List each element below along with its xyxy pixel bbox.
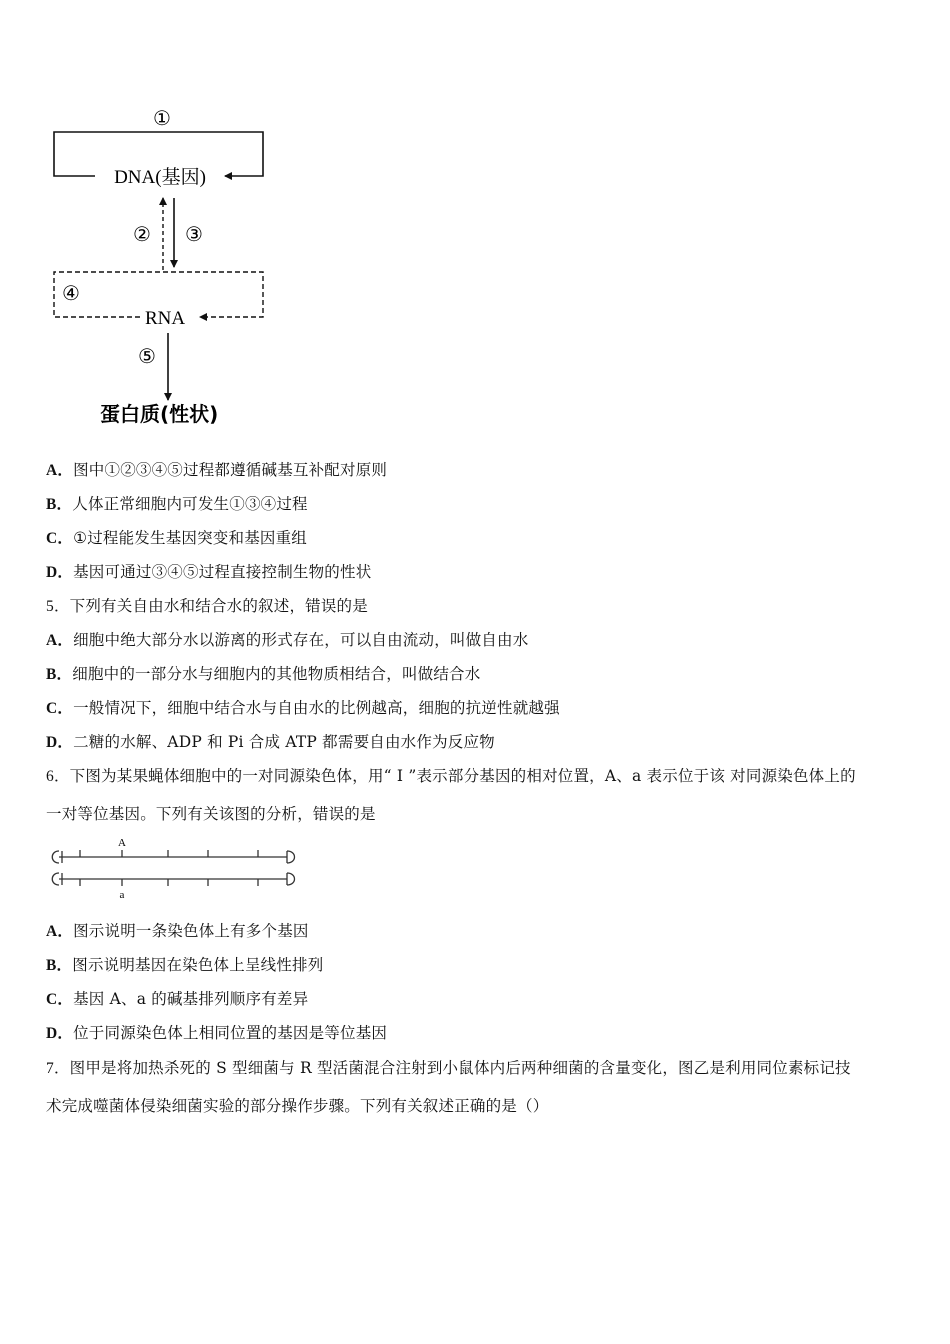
q6-stem-line1: 6．下图为某果蝇体细胞中的一对同源染色体，用“ I ”表示部分基因的相对位置，A、a 表示位于该 对同源染色体上的 (46, 767, 856, 785)
chromosome-figure (45, 835, 305, 903)
dna-label: DNA(基因) (114, 167, 206, 188)
q6-option-a: A．图示说明一条染色体上有多个基因 (46, 922, 309, 940)
lower-chromosome (52, 873, 294, 886)
rna-label: RNA (144, 308, 186, 329)
protein-label: 蛋白质(性状) (100, 402, 219, 426)
q5-option-d: D．二糖的水解、ADP 和 Pi 合成 ATP 都需要自由水作为反应物 (46, 733, 495, 751)
q6-option-c: C．基因 A、a 的碱基排列顺序有差异 (46, 990, 309, 1008)
q5-option-a: A．细胞中绝大部分水以游离的形式存在，可以自由流动，叫做自由水 (46, 631, 529, 649)
gene-label-upper: A (118, 837, 126, 849)
q4-option-b: B．人体正常细胞内可发生①③④过程 (46, 495, 308, 513)
q7-stem-line2: 术完成噬菌体侵染细菌实验的部分操作步骤。下列有关叙述正确的是（） (46, 1097, 549, 1115)
q6-option-b: B．图示说明基因在染色体上呈线性排列 (46, 956, 324, 974)
upper-chromosome (52, 850, 294, 863)
q5-stem: 5．下列有关自由水和结合水的叙述，错误的是 (46, 597, 368, 615)
q4-option-a: A．图中①②③④⑤过程都遵循碱基互补配对原则 (46, 461, 388, 479)
q4-option-d: D．基因可通过③④⑤过程直接控制生物的性状 (46, 563, 372, 581)
q6-option-d: D．位于同源染色体上相同位置的基因是等位基因 (46, 1024, 388, 1042)
q6-stem-line2: 一对等位基因。下列有关该图的分析，错误的是 (46, 805, 376, 823)
marker-1: ① (153, 106, 171, 130)
q5-option-b: B．细胞中的一部分水与细胞内的其他物质相结合，叫做结合水 (46, 665, 481, 683)
marker-2: ② (133, 222, 151, 246)
marker-5: ⑤ (138, 344, 156, 368)
q4-option-c: C．①过程能发生基因突变和基因重组 (46, 529, 307, 547)
marker-3: ③ (185, 222, 203, 246)
gene-label-lower: a (119, 889, 125, 901)
q5-option-c: C．一般情况下，细胞中结合水与自由水的比例越高，细胞的抗逆性就越强 (46, 699, 560, 717)
marker-4: ④ (62, 281, 80, 305)
central-dogma-figure (40, 95, 300, 440)
q7-stem-line1: 7．图甲是将加热杀死的 S 型细菌与 R 型活菌混合注射到小鼠体内后两种细菌的含量变化，图乙是利用同位素标记技 (46, 1059, 851, 1077)
